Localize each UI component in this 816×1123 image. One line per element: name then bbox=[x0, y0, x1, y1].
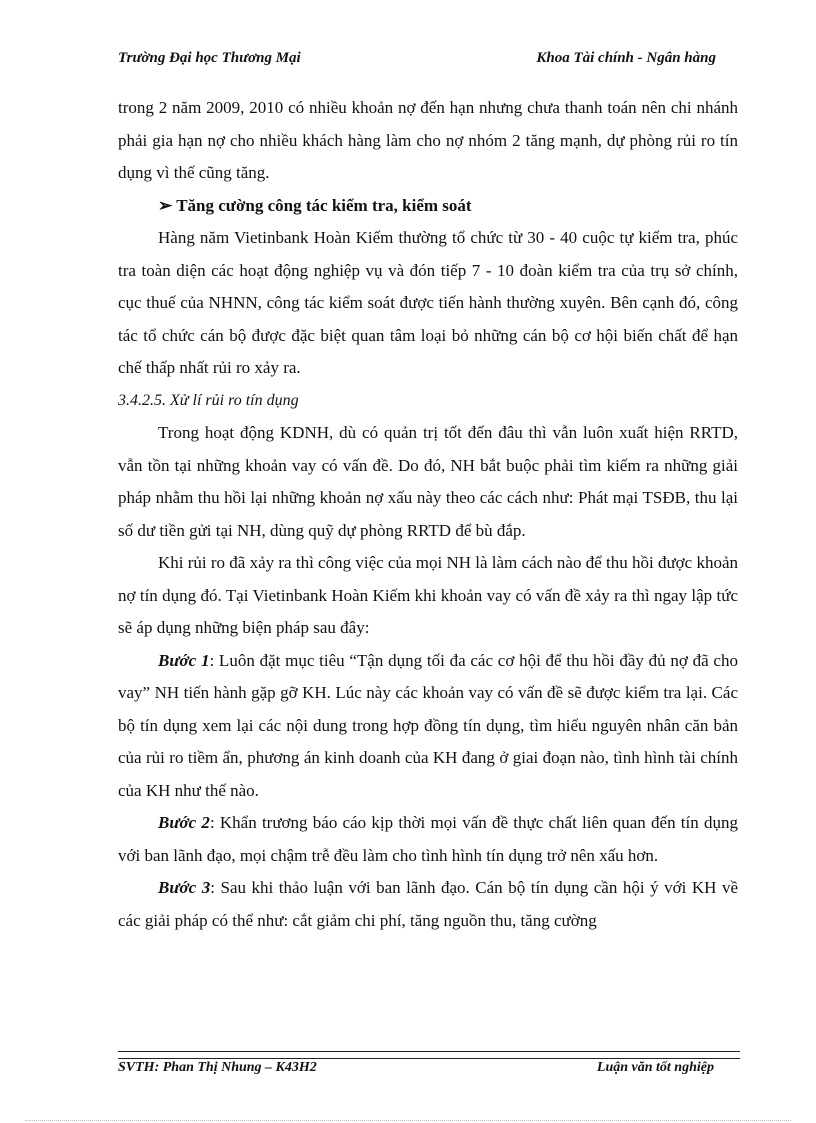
step-3-label: Bước 3 bbox=[158, 878, 211, 897]
page-header bbox=[118, 50, 716, 72]
step-2-paragraph bbox=[118, 807, 738, 872]
paragraph-continuation: trong 2 năm 2009, 2010 có nhiều khoản nợ đến hạn nhưng chưa thanh toán nên chi nhánh phải gia hạn nợ cho nhiều khách hàng làm cho nợ nhóm 2 tăng mạnh, dự phòng rủi ro tín dụng vì thế cũng tăng. bbox=[118, 98, 738, 182]
footer-thesis: Luận văn tốt nghiệp bbox=[596, 1060, 714, 1075]
page-bottom-dotted-line bbox=[25, 1120, 791, 1121]
paragraph-inspection: Hàng năm Vietinbank Hoàn Kiếm thường tổ chức từ 30 - 40 cuộc tự kiểm tra, phúc tra toàn diện các hoạt động nghiệp vụ và đón tiếp 7 - 10 đoàn kiểm tra của trụ sở chính, cục thuế của NHNN, công tác kiểm soát được tiến hành thường xuyên. Bên cạnh đó, công tác tổ chức cán bộ được đặc biệt quan tâm loại bỏ những cán bộ cơ hội biến chất để hạn chế thấp nhất rủi ro xảy ra. bbox=[118, 228, 738, 377]
footer-student: SVTH: Phan Thị Nhung – K43H2 bbox=[118, 1060, 317, 1075]
step-1-paragraph bbox=[118, 645, 738, 808]
step-3-text: : Sau khi thảo luận với ban lãnh đạo. Cán bộ tín dụng cần hội ý với KH về các giải pháp có thể như: cắt giảm chi phí, tăng nguồn thu, tăng cường bbox=[118, 878, 738, 930]
page-body bbox=[118, 92, 738, 937]
bullet-heading-text: Tăng cường công tác kiểm tra, kiểm soát bbox=[176, 195, 472, 215]
paragraph-risk-handling: Trong hoạt động KDNH, dù có quản trị tốt đến đâu thì vẫn luôn xuất hiện RRTD, vẫn tồn tại những khoản vay có vấn đề. Do đó, NH bắt buộc phải tìm kiếm ra những giải pháp nhằm thu hồi lại những khoản nợ xấu này theo các cách như: Phát mại TSĐB, thu lại số dư tiền gửi tại NH, dùng quỹ dự phòng RRTD để bù đắp. bbox=[118, 423, 738, 540]
bullet-heading bbox=[118, 190, 738, 223]
footer-divider bbox=[118, 1051, 740, 1059]
section-heading: 3.4.2.5. Xử lí rủi ro tín dụng bbox=[118, 391, 299, 409]
step-1-label: Bước 1 bbox=[158, 650, 210, 670]
header-university: Trường Đại học Thương Mại bbox=[118, 50, 301, 66]
page-footer bbox=[118, 1060, 714, 1080]
step-1-text: : Luôn đặt mục tiêu “Tận dụng tối đa các cơ hội để thu hồi đầy đủ nợ đã cho vay” NH tiến hành gặp gỡ KH. Lúc này các khoản vay có vấn đề sẽ được kiểm tra lại. Các bộ tín dụng xem lại các nội dung trong hợp đồng tín dụng, tìm hiểu nguyên nhân căn bản của rủi ro tiềm ẩn, phương án kinh doanh của KH đang ở giai đoạn nào, tình hình tài chính của KH như thế nào. bbox=[118, 650, 738, 800]
step-2-text: : Khẩn trương báo cáo kịp thời mọi vấn đề thực chất liên quan đến tín dụng với ban lãnh đạo, mọi chậm trễ đều làm cho tình hình tín dụng trở nên xấu hơn. bbox=[118, 813, 738, 865]
step-2-label: Bước 2 bbox=[158, 813, 210, 832]
paragraph-recovery: Khi rủi ro đã xảy ra thì công việc của mọi NH là làm cách nào để thu hồi được khoản nợ tín dụng đó. Tại Vietinbank Hoàn Kiếm khi khoản vay có vấn đề xảy ra thì ngay lập tức sẽ áp dụng những biện pháp sau đây: bbox=[118, 553, 738, 637]
step-3-paragraph bbox=[118, 872, 738, 937]
header-faculty: Khoa Tài chính - Ngân hàng bbox=[536, 50, 716, 66]
arrow-bullet-icon: ➢ bbox=[158, 195, 173, 215]
